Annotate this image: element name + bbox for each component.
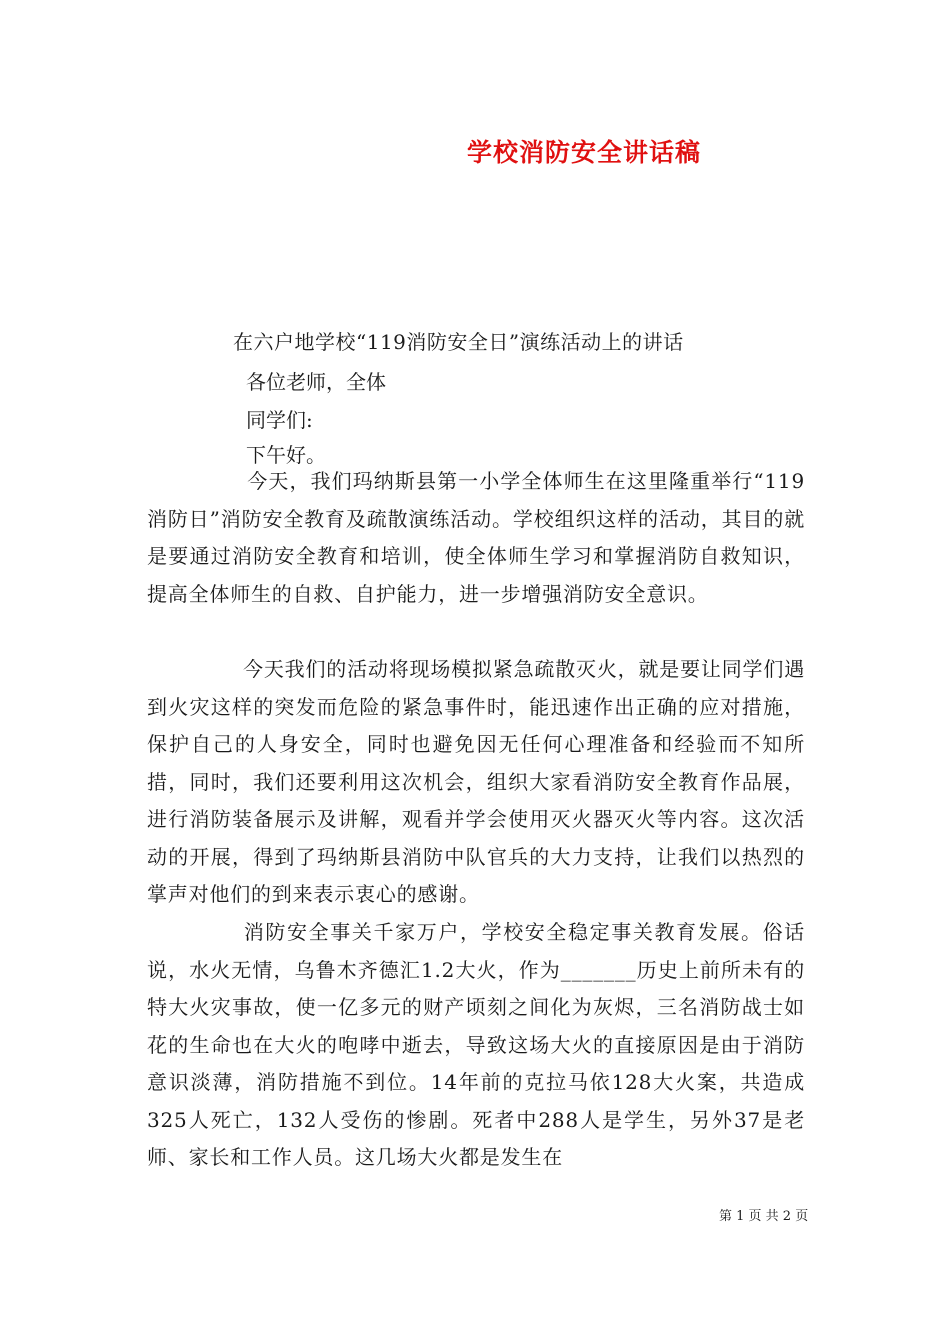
paragraph-3-text: 消防安全事关千家万户，学校安全稳定事关教育发展。俗话说，水火无情，乌鲁木齐德汇1.2大火，作为_______历史上前所未有的特大火灾事故，使一亿多元的财产顷刻之间化为灰烬，三名消防战士如花的生命也在大火的咆哮中逝去，导致这场大火的直接原因是由于消防意识淡薄，消防措施不到位。14年前的克拉马依128大火案，共造成325人死亡，132人受伤的惨剧。死者中288人是学生，另外37是老师、家长和工作人员。这几场大火都是发生在 xyxy=(147,920,805,1169)
document-title: 学校消防安全讲话稿 xyxy=(466,138,701,167)
salutation-line-2: 同学们: xyxy=(246,408,313,432)
page-number-footer: 第 1 页 共 2 页 xyxy=(719,1209,809,1224)
paragraph-2 xyxy=(147,651,805,914)
paragraph-2-text: 今天我们的活动将现场模拟紧急疏散灭火，就是要让同学们遇到火灾这样的突发而危险的紧急事件时，能迅速作出正确的应对措施，保护自己的人身安全，同时也避免因无任何心理准备和经验而不知所措，同时，我们还要利用这次机会，组织大家看消防安全教育作品展，进行消防装备展示及讲解，观看并学会使用灭火器灭火等内容。这次活动的开展，得到了玛纳斯县消防中队官兵的大力支持，让我们以热烈的掌声对他们的到来表示衷心的感谢。 xyxy=(147,657,805,906)
salutation-line-1: 各位老师，全体 xyxy=(246,370,386,394)
paragraph-1-text: 今天，我们玛纳斯县第一小学全体师生在这里隆重举行“119消防日”消防安全教育及疏散演练活动。学校组织这样的活动，其目的就是要通过消防安全教育和培训，使全体师生学习和掌握消防自救知识，提高全体师生的自救、自护能力，进一步增强消防安全意识。 xyxy=(147,469,805,606)
paragraph-1 xyxy=(147,463,805,613)
speech-subtitle: 在六户地学校“119消防安全日”演练活动上的讲话 xyxy=(233,330,684,354)
paragraph-3 xyxy=(147,914,805,1177)
greeting-line: 下午好。 xyxy=(246,443,326,467)
